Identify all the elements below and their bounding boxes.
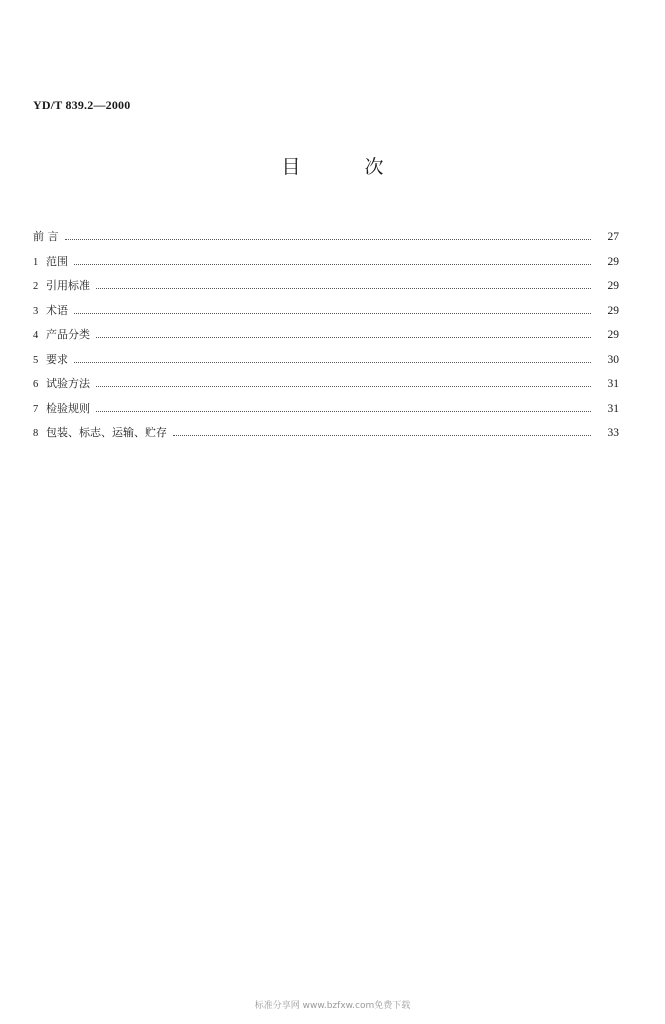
toc-entry-page: 33 (607, 427, 619, 439)
leader-dots (173, 435, 591, 436)
toc-entry[interactable] (33, 302, 619, 327)
toc-entry-page: 31 (607, 378, 619, 390)
toc-entry[interactable] (33, 277, 619, 302)
table-of-contents (33, 228, 619, 449)
toc-entry-page: 30 (607, 353, 619, 366)
leader-dots (74, 362, 591, 363)
toc-entry-label: 包装、标志、运输、贮存 (46, 426, 167, 439)
toc-entry-page: 29 (607, 304, 619, 317)
toc-entry-label: 检验规则 (46, 401, 90, 415)
leader-dots (96, 288, 591, 289)
leader-dots (65, 239, 592, 240)
toc-entry-number: 7 (33, 403, 39, 415)
toc-entry[interactable] (33, 375, 619, 400)
toc-entry-label: 产品分类 (46, 328, 90, 341)
toc-entry-label: 试验方法 (46, 377, 90, 390)
toc-entry-number: 5 (33, 354, 39, 366)
toc-entry-label: 引用标准 (46, 279, 90, 292)
toc-entry-page: 31 (607, 402, 619, 415)
leader-dots (96, 411, 591, 412)
toc-entry-number: 1 (33, 256, 39, 268)
footer-watermark: 标准分享网 www.bzfxw.com免费下载 (254, 1001, 411, 1011)
toc-entry-number: 2 (33, 281, 39, 292)
leader-dots (96, 337, 591, 338)
toc-entry[interactable] (33, 400, 619, 425)
toc-entry[interactable] (33, 326, 619, 351)
leader-dots (74, 313, 591, 314)
leader-dots (96, 386, 591, 387)
document-code: YD/T 839.2—2000 (33, 98, 131, 112)
toc-entry-page: 27 (607, 231, 619, 243)
toc-entry-page: 29 (607, 280, 619, 292)
toc-entry-label: 前 言 (33, 230, 59, 243)
toc-entry[interactable] (33, 228, 619, 253)
toc-entry-page: 29 (607, 329, 619, 341)
toc-entry-number: 3 (33, 305, 39, 317)
toc-entry[interactable] (33, 351, 619, 376)
toc-entry-number: 4 (33, 330, 39, 341)
toc-entry-label: 范围 (46, 254, 68, 268)
toc-entry-page: 29 (607, 255, 619, 268)
title-char-2: 次 (364, 156, 384, 178)
toc-entry-number: 6 (33, 379, 39, 390)
toc-entry-label: 要求 (46, 352, 68, 366)
title-char-1: 目 (281, 156, 301, 178)
toc-entry[interactable] (33, 253, 619, 278)
leader-dots (74, 264, 591, 265)
toc-entry[interactable] (33, 424, 619, 449)
toc-entry-number: 8 (33, 428, 39, 439)
toc-entry-label: 术语 (46, 303, 68, 317)
page-title (0, 152, 665, 179)
